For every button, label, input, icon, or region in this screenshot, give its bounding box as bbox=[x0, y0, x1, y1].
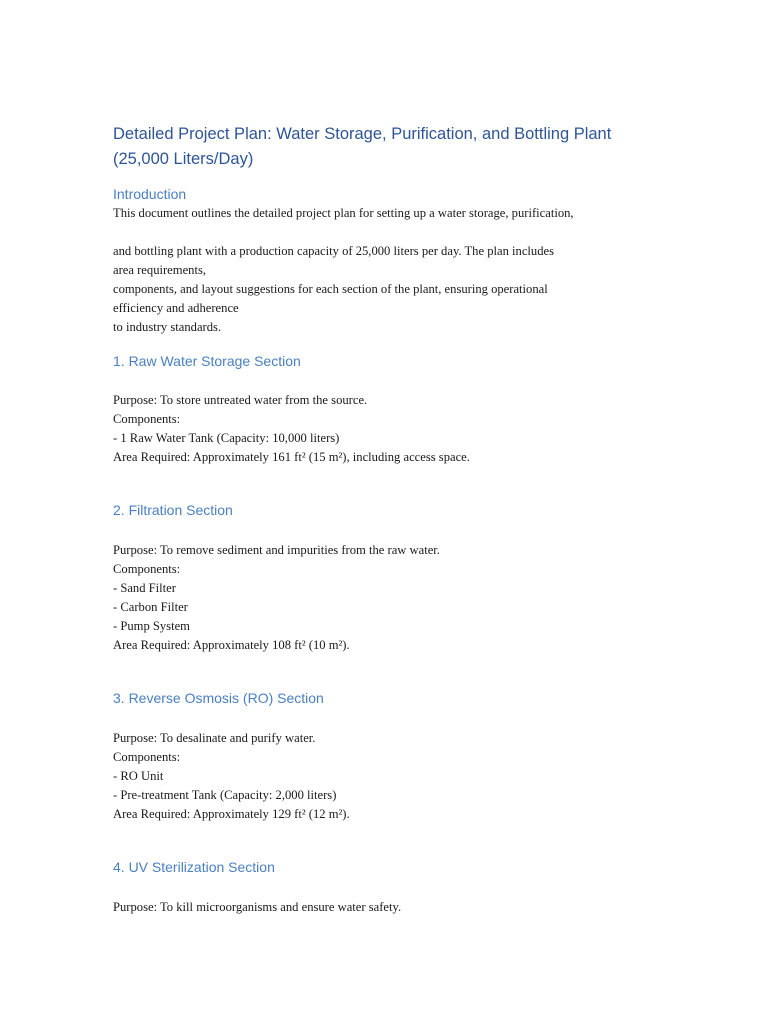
section-line: Components: bbox=[113, 562, 181, 576]
document-title bbox=[113, 122, 678, 172]
section-line: - Pre-treatment Tank (Capacity: 2,000 liters) bbox=[113, 788, 337, 802]
section-line: - Sand Filter bbox=[113, 581, 176, 595]
section-line: Area Required: Approximately 161 ft² (15 m²), including access space. bbox=[113, 450, 470, 464]
intro-line: efficiency and adherence bbox=[113, 301, 239, 315]
section-line: Area Required: Approximately 129 ft² (12 m²). bbox=[113, 807, 350, 821]
intro-line: area requirements, bbox=[113, 263, 207, 277]
intro-line: components, and layout suggestions for each section of the plant, ensuring operational bbox=[113, 282, 548, 296]
section-line: - Carbon Filter bbox=[113, 600, 188, 614]
introduction-heading: Introduction bbox=[113, 186, 187, 202]
intro-line: This document outlines the detailed project plan for setting up a water storage, purification, bbox=[113, 206, 574, 220]
section-line: - 1 Raw Water Tank (Capacity: 10,000 liters) bbox=[113, 431, 340, 445]
intro-line: to industry standards. bbox=[113, 320, 222, 334]
section-line: Purpose: To kill microorganisms and ensure water safety. bbox=[113, 900, 402, 914]
title-line-2: (25,000 Liters/Day) bbox=[113, 150, 254, 168]
introduction-paragraph bbox=[113, 204, 678, 337]
section-line: Components: bbox=[113, 412, 181, 426]
section-line: - Pump System bbox=[113, 619, 190, 633]
section-line: Purpose: To store untreated water from the source. bbox=[113, 393, 368, 407]
section-heading-uv-sterilization: 4. UV Sterilization Section bbox=[113, 859, 275, 875]
section-body-reverse-osmosis bbox=[113, 729, 678, 824]
section-body-raw-water-storage bbox=[113, 391, 678, 467]
section-line: Area Required: Approximately 108 ft² (10 m²). bbox=[113, 638, 350, 652]
title-line-1: Detailed Project Plan: Water Storage, Purification, and Bottling Plant bbox=[113, 125, 612, 143]
section-line: Components: bbox=[113, 750, 181, 764]
intro-line: and bottling plant with a production capacity of 25,000 liters per day. The plan includes bbox=[113, 244, 555, 258]
section-line: Purpose: To desalinate and purify water. bbox=[113, 731, 316, 745]
section-line: - RO Unit bbox=[113, 769, 164, 783]
section-heading-reverse-osmosis: 3. Reverse Osmosis (RO) Section bbox=[113, 690, 324, 706]
section-heading-raw-water-storage: 1. Raw Water Storage Section bbox=[113, 353, 301, 369]
section-body-filtration bbox=[113, 541, 678, 655]
section-body-uv-sterilization bbox=[113, 898, 678, 917]
section-line: Purpose: To remove sediment and impurities from the raw water. bbox=[113, 543, 440, 557]
section-heading-filtration: 2. Filtration Section bbox=[113, 502, 233, 518]
